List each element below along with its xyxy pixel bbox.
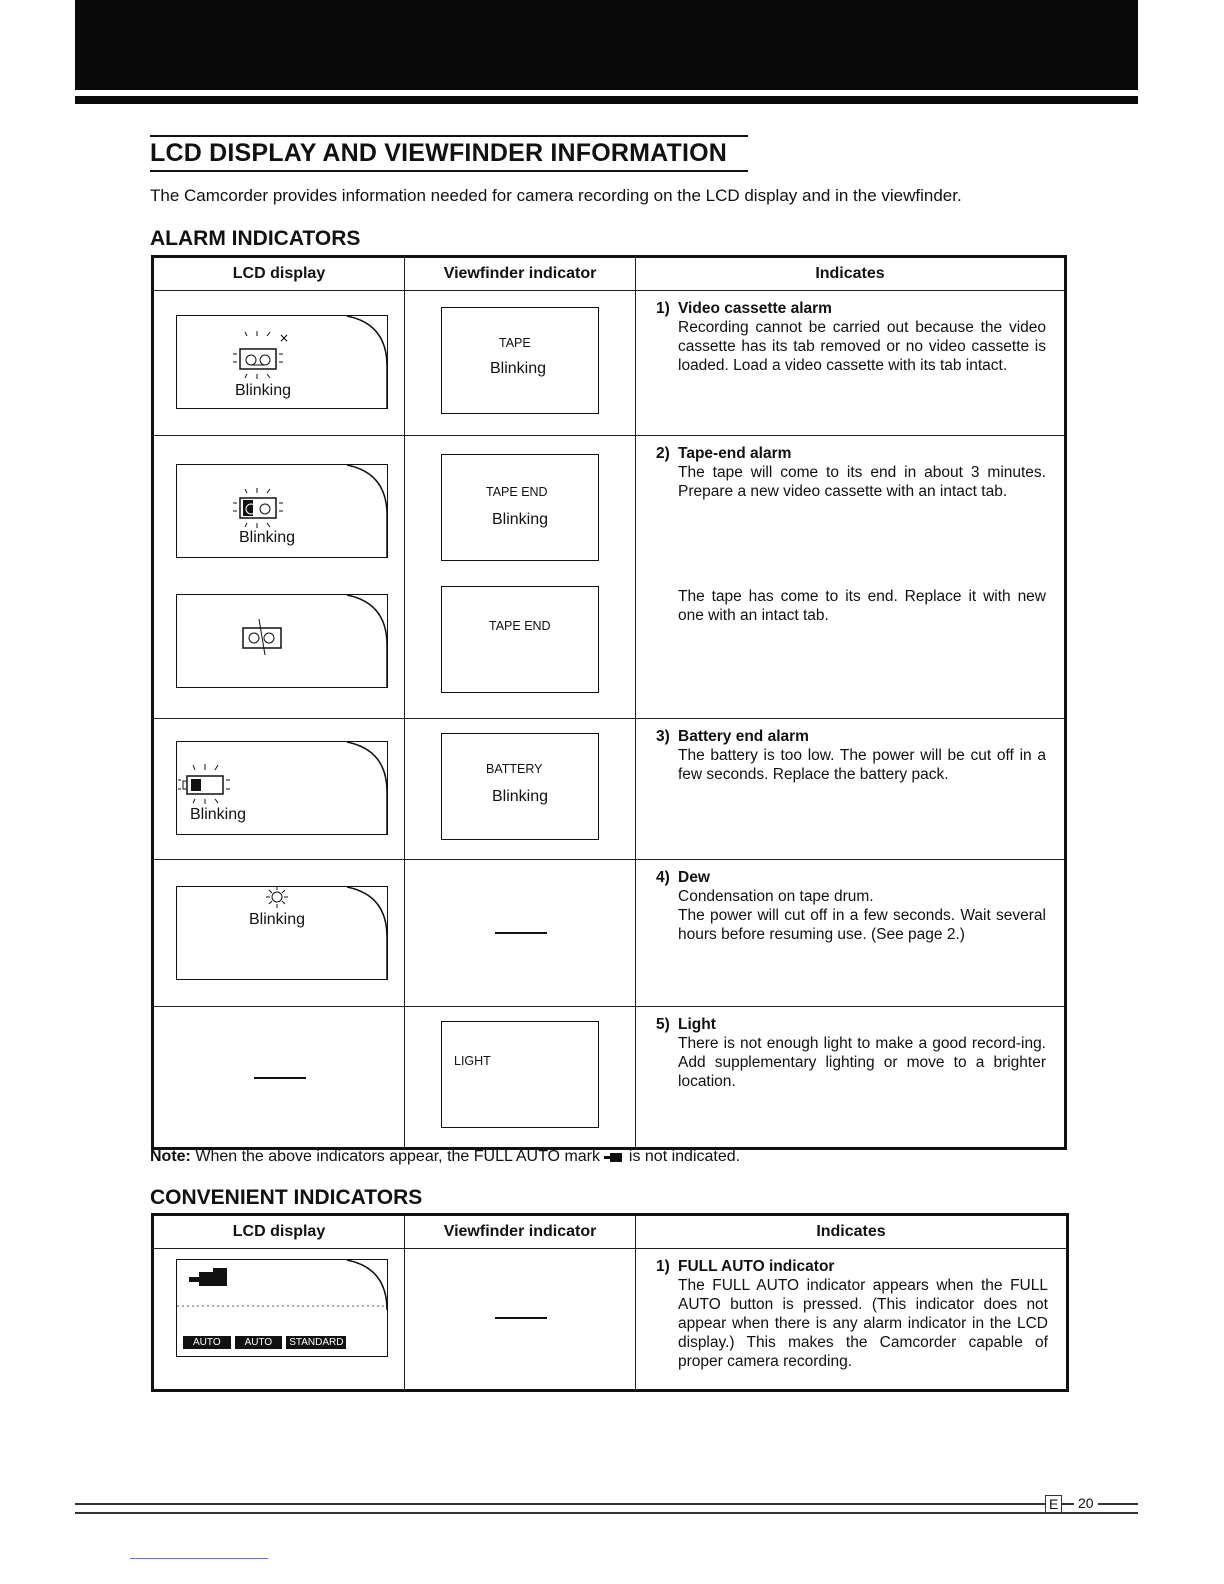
convenient-header-row bbox=[153, 1215, 1068, 1249]
page-title: LCD DISPLAY AND VIEWFINDER INFORMATION bbox=[150, 135, 748, 172]
header-rule bbox=[75, 96, 1138, 104]
lcd-cell bbox=[153, 1007, 405, 1149]
blinking-label: Blinking bbox=[490, 360, 547, 377]
mode-tag: STANDARD bbox=[286, 1336, 346, 1349]
vf-tape-end-text: TAPE END bbox=[489, 619, 551, 633]
indicates-cell bbox=[636, 436, 1066, 719]
lcd-cell bbox=[153, 719, 405, 860]
page-letter: E bbox=[1045, 1495, 1062, 1513]
lcd-screen bbox=[176, 464, 388, 558]
vf-tape-end-text: TAPE END bbox=[486, 485, 548, 499]
viewfinder-screen bbox=[441, 586, 599, 693]
viewfinder-screen bbox=[441, 1021, 599, 1128]
full-auto-mark-icon bbox=[604, 1151, 624, 1163]
indicates-cell bbox=[636, 1249, 1068, 1391]
viewfinder-cell bbox=[405, 1007, 636, 1149]
item-title: Video cassette alarm bbox=[678, 300, 832, 317]
table-row bbox=[153, 436, 1066, 719]
cassette-empty-icon bbox=[177, 595, 389, 689]
lcd-screen bbox=[176, 886, 388, 980]
bottom-rule bbox=[130, 1558, 268, 1559]
convenient-heading: CONVENIENT INDICATORS bbox=[150, 1186, 423, 1209]
viewfinder-cell bbox=[405, 1249, 636, 1391]
viewfinder-cell bbox=[405, 291, 636, 436]
lcd-cell bbox=[153, 436, 405, 719]
item-description: The battery is too low. The power will be cut off in a few seconds. Replace the battery pack. bbox=[678, 747, 1046, 783]
lcd-cell bbox=[153, 860, 405, 1007]
no-indicator-dash bbox=[495, 1317, 547, 1319]
item-title: Battery end alarm bbox=[678, 728, 809, 745]
note bbox=[150, 1148, 740, 1166]
indicates-cell bbox=[636, 860, 1066, 1007]
footer-rule bbox=[75, 1503, 1138, 1505]
indicates-cell bbox=[636, 291, 1066, 436]
item-number: 2) bbox=[656, 445, 670, 462]
col-header-lcd: LCD display bbox=[153, 1215, 405, 1249]
footer-rule bbox=[75, 1512, 1138, 1514]
dew-icon bbox=[177, 887, 389, 981]
item-number: 4) bbox=[656, 869, 670, 886]
item-number: 5) bbox=[656, 1016, 670, 1033]
lcd-cell bbox=[153, 291, 405, 436]
vf-tape-text: TAPE bbox=[499, 336, 531, 350]
mode-tags bbox=[183, 1336, 346, 1349]
blinking-label: Blinking bbox=[492, 788, 549, 805]
header-black-bar bbox=[75, 0, 1138, 90]
page-number: 20 bbox=[1074, 1495, 1098, 1511]
note-text-b: is not indicated. bbox=[628, 1148, 741, 1165]
viewfinder-screen bbox=[441, 307, 599, 414]
item-title: Dew bbox=[678, 869, 710, 886]
viewfinder-screen bbox=[441, 454, 599, 561]
indicates-cell bbox=[636, 719, 1066, 860]
item-description-2: The power will cut off in a few seconds. Wait several hours before resuming use. (See page 2.) bbox=[678, 907, 1046, 943]
lcd-screen bbox=[176, 1259, 388, 1357]
viewfinder-cell bbox=[405, 436, 636, 719]
blinking-label: Blinking bbox=[249, 911, 306, 928]
blinking-label: Blinking bbox=[492, 511, 549, 528]
alarm-heading: ALARM INDICATORS bbox=[150, 227, 361, 250]
lcd-screen bbox=[176, 315, 388, 409]
convenient-table bbox=[151, 1213, 1069, 1392]
viewfinder-cell bbox=[405, 719, 636, 860]
table-row bbox=[153, 1249, 1068, 1391]
item-number: 1) bbox=[656, 300, 670, 317]
item-title: Tape-end alarm bbox=[678, 445, 792, 462]
item-description: The FULL AUTO indicator appears when the FULL AUTO button is pressed. (This indicator does not appear when there is any alarm indicator in the LCD display.) This makes the Camcorder capable of proper camera recording. bbox=[678, 1277, 1048, 1370]
table-row bbox=[153, 1007, 1066, 1149]
table-row bbox=[153, 291, 1066, 436]
note-label: Note: bbox=[150, 1148, 191, 1165]
table-row bbox=[153, 719, 1066, 860]
blinking-label: Blinking bbox=[190, 806, 247, 823]
vf-battery-text: BATTERY bbox=[486, 762, 543, 776]
item-description: Recording cannot be carried out because the video cassette has its tab removed or no video cassette is loaded. Load a video cassette with its tab intact. bbox=[678, 319, 1046, 374]
item-description: There is not enough light to make a good record-ing. Add supplementary lighting or move to a brighter location. bbox=[678, 1035, 1046, 1090]
item-number: 3) bbox=[656, 728, 670, 745]
lcd-screen bbox=[176, 741, 388, 835]
mode-tag: AUTO bbox=[235, 1336, 283, 1349]
blinking-label: Blinking bbox=[239, 529, 296, 546]
alarm-header-row bbox=[153, 257, 1066, 291]
indicates-cell bbox=[636, 1007, 1066, 1149]
mode-tag: AUTO bbox=[183, 1336, 231, 1349]
item-title: Light bbox=[678, 1016, 716, 1033]
lcd-screen bbox=[176, 594, 388, 688]
intro-text: The Camcorder provides information needed for camera recording on the LCD display and in the viewfinder. bbox=[150, 186, 962, 205]
viewfinder-screen bbox=[441, 733, 599, 840]
no-indicator-dash bbox=[495, 932, 547, 934]
item-description: The tape will come to its end in about 3 minutes. Prepare a new video cassette with an intact tab. bbox=[678, 464, 1046, 500]
item-description: Condensation on tape drum. bbox=[678, 888, 874, 905]
viewfinder-cell bbox=[405, 860, 636, 1007]
item-number: 1) bbox=[656, 1258, 670, 1275]
lcd-cell bbox=[153, 1249, 405, 1391]
item-title: FULL AUTO indicator bbox=[678, 1258, 835, 1275]
col-header-indicates: Indicates bbox=[636, 257, 1066, 291]
no-indicator-dash bbox=[254, 1077, 306, 1079]
col-header-lcd: LCD display bbox=[153, 257, 405, 291]
alarm-table bbox=[151, 255, 1067, 1150]
table-row bbox=[153, 860, 1066, 1007]
vf-light-text: LIGHT bbox=[454, 1054, 491, 1068]
col-header-viewfinder: Viewfinder indicator bbox=[405, 1215, 636, 1249]
blinking-label: Blinking bbox=[235, 382, 292, 399]
item-description-2: The tape has come to its end. Replace it with new one with an intact tab. bbox=[678, 588, 1046, 624]
svg-text:×: × bbox=[279, 331, 290, 345]
col-header-viewfinder: Viewfinder indicator bbox=[405, 257, 636, 291]
col-header-indicates: Indicates bbox=[636, 1215, 1068, 1249]
note-text-a: When the above indicators appear, the FULL AUTO mark bbox=[195, 1148, 600, 1165]
